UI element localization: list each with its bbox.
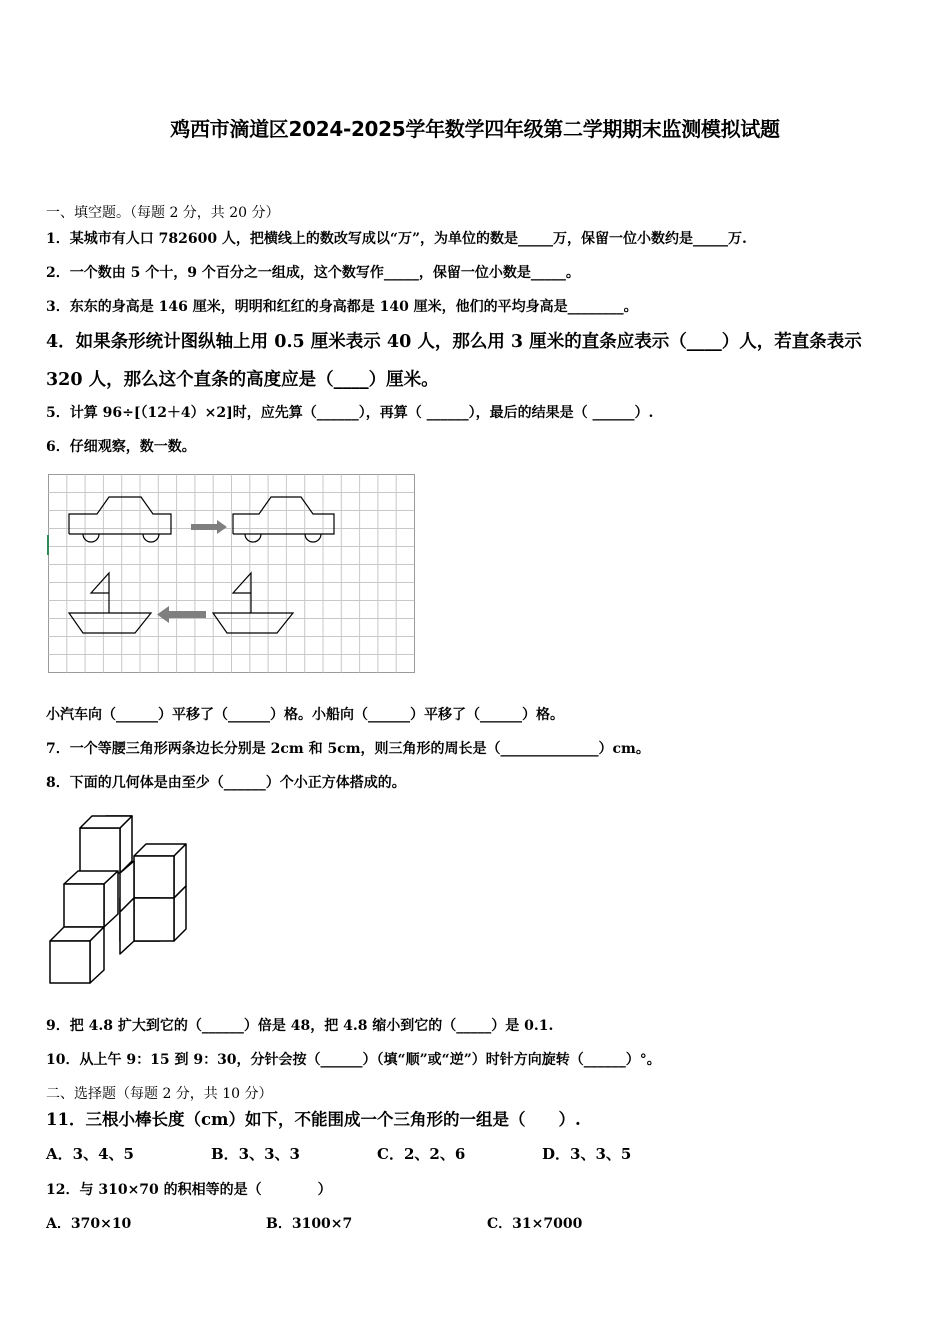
q11-option-a[interactable]: A．3、4、5 (46, 1145, 134, 1163)
page-title: 鸡西市滴道区2024-2025学年数学四年级第二学期期末监测模拟试题 (170, 117, 780, 141)
question-1: 1．某城市有人口 782600 人，把横线上的数改写成以“万”，为单位的数是_____万，保留一位小数约是_____万. (46, 231, 747, 247)
cube-top (80, 816, 132, 873)
q11-option-c[interactable]: C．2、2、6 (377, 1145, 466, 1163)
q12-option-b[interactable]: B．3100×7 (266, 1216, 353, 1232)
cube-stack-figure (46, 814, 196, 986)
cube-left-upper (64, 871, 118, 927)
section-1-heading: 一、填空题。（每题 2 分，共 20 分） (46, 205, 280, 221)
question-7: 7．一个等腰三角形两条边长分别是 2cm 和 5cm，则三角形的周长是（______________）cm。 (46, 741, 650, 757)
question-5: 5．计算 96÷[（12＋4）×2]时，应先算（______），再算（ ______），最后的结果是（ ______）. (46, 405, 654, 421)
question-2: 2．一个数由 5 个十，9 个百分之一组成，这个数写作_____，保留一位小数是_____。 (46, 265, 580, 281)
q11-option-b[interactable]: B．3、3、3 (211, 1145, 300, 1163)
question-3: 3．东东的身高是 146 厘米，明明和红红的身高都是 140 厘米，他们的平均身高是________。 (46, 299, 638, 315)
question-8: 8．下面的几何体是由至少（______）个小正方体搭成的。 (46, 775, 406, 791)
question-6-answer: 小汽车向（______）平移了（______）格。小船向（______）平移了（______）格。 (46, 707, 564, 723)
cube-left-lower (50, 927, 104, 983)
question-9: 9．把 4.8 扩大到它的（______）倍是 48，把 4.8 缩小到它的（_____）是 0.1. (46, 1018, 554, 1034)
green-marker (47, 535, 49, 555)
cube-right-upper (134, 844, 186, 898)
question-11: 11．三根小棒长度（cm）如下，不能围成一个三角形的一组是（ ）. (46, 1110, 581, 1129)
question-4-line-2: 320 人，那么这个直条的高度应是（____）厘米。 (46, 370, 439, 390)
question-6: 6．仔细观察，数一数。 (46, 439, 196, 455)
car-left-icon (69, 497, 171, 542)
q12-option-c[interactable]: C．31×7000 (487, 1216, 583, 1232)
arrow-left-icon (157, 606, 206, 623)
question-10: 10．从上午 9：15 到 9：30，分针会按（______）（填“顺”或“逆”）时针方向旋转（______）°。 (46, 1052, 661, 1068)
car-right-icon (233, 497, 334, 542)
q11-option-d[interactable]: D．3、3、5 (542, 1145, 632, 1163)
question-12: 12．与 310×70 的积相等的是（ ） (46, 1182, 332, 1198)
cube-middle (120, 861, 134, 954)
question-4-line-1: 4．如果条形统计图纵轴上用 0.5 厘米表示 40 人，那么用 3 厘米的直条应表示（____）人，若直条表示 (46, 332, 862, 352)
arrow-right-icon (191, 520, 227, 534)
q12-option-a[interactable]: A．370×10 (46, 1216, 132, 1232)
translation-grid-figure (47, 473, 417, 675)
section-2-heading: 二、选择题（每题 2 分，共 10 分） (46, 1086, 273, 1102)
